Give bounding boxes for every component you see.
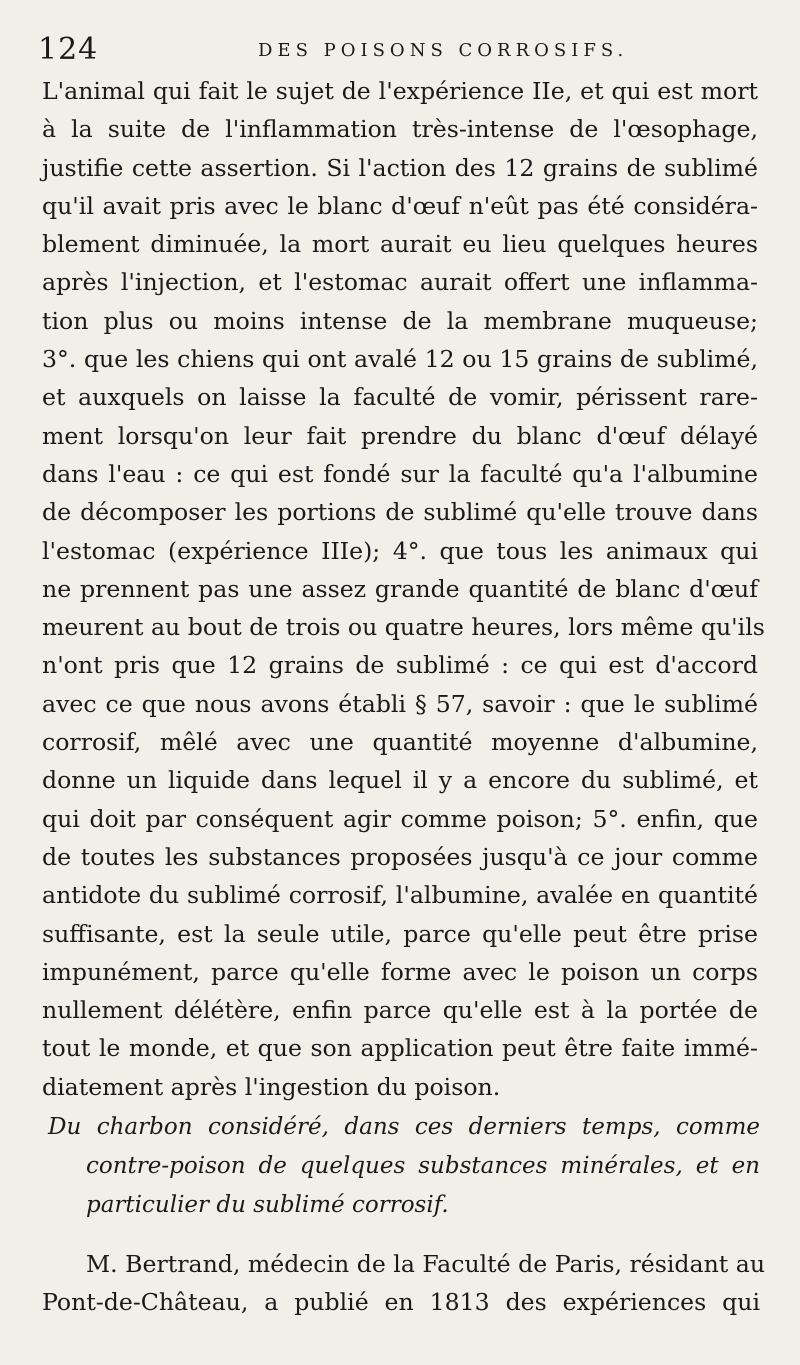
text-line: suffisante, est la seule utile, parce qu'elle peut être prise [42,919,758,948]
text-line: antidote du sublimé corrosif, l'albumine, avalée en quantité [42,881,758,910]
text-line: justifie cette assertion. Si l'action des 12 grains de sublimé [42,153,758,182]
text-line: l'estomac (expérience IIIe); 4°. que tous les animaux qui [42,536,758,565]
heading-line: Du charbon considéré, dans ces derniers temps, comme [48,1114,760,1140]
text-line: qu'il avait pris avec le blanc d'œuf n'eût pas été considéra- [42,191,758,220]
text-line: dans l'eau : ce qui est fondé sur la faculté qu'a l'albumine [42,459,758,488]
paragraph-2 [42,1245,766,1321]
text-line: impunément, parce qu'elle forme avec le poison un corps [42,957,758,986]
text-line: de décomposer les portions de sublimé qu'elle trouve dans [42,498,758,527]
text-line: blement diminuée, la mort aurait eu lieu quelques heures [42,230,758,259]
running-title: DES POISONS CORROSIFS. [258,40,629,61]
heading-line: contre-poison de quelques substances minérales, et en [86,1153,760,1179]
heading-line: particulier du sublimé corrosif. [86,1192,449,1218]
text-line: L'animal qui fait le sujet de l'expérience IIe, et qui est mort [42,77,758,105]
page-header [38,28,768,68]
page-number: 124 [38,32,99,67]
text-line: 3°. que les chiens qui ont avalé 12 ou 15 grains de sublimé, [42,345,758,374]
text-line: M. Bertrand, médecin de la Faculté de Paris, résidant au [86,1250,766,1278]
text-line: corrosif, mêlé avec une quantité moyenne d'albumine, [42,728,758,757]
text-line: nullement délétère, enfin parce qu'elle est à la portée de [42,996,758,1025]
text-line: diatement après l'ingestion du poison. [42,1072,501,1101]
text-line: ment lorsqu'on leur fait prendre du blanc d'œuf délayé [42,421,758,450]
text-line: Pont-de-Château, a publié en 1813 des expériences qui [42,1288,760,1316]
text-line: ne prennent pas une assez grande quantité de blanc d'œuf [42,574,758,603]
text-line: à la suite de l'inflammation très-intense de l'œsophage, [42,115,758,144]
text-line: donne un liquide dans lequel il y a encore du sublimé, et [42,766,758,795]
text-line: n'ont pris que 12 grains de sublimé : ce qui est d'accord [42,651,758,680]
text-line: tout le monde, et que son application peut être faite immé- [42,1034,758,1063]
text-line: qui doit par conséquent agir comme poison; 5°. enfin, que [42,804,758,833]
text-line: de toutes les substances proposées jusqu'à ce jour comme [42,842,758,871]
text-line: tion plus ou moins intense de la membrane muqueuse; [42,306,758,335]
paragraph-1 [42,72,765,1106]
section-heading [48,1108,760,1225]
text-line: meurent au bout de trois ou quatre heures, lors même qu'ils [42,613,765,642]
text-line: après l'injection, et l'estomac aurait offert une inflamma- [42,268,758,297]
text-line: et auxquels on laisse la faculté de vomir, périssent rare- [42,383,758,412]
text-line: avec ce que nous avons établi § 57, savoir : que le sublimé [42,689,758,718]
